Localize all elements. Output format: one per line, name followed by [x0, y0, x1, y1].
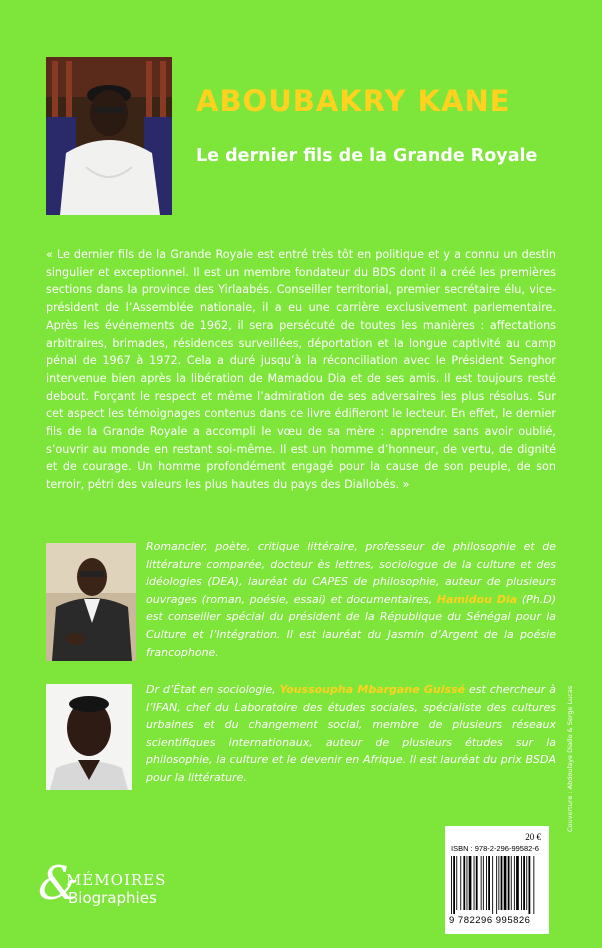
logo-line-memoires: MÉMOIRES [66, 871, 167, 889]
barcode-bar [481, 856, 482, 910]
book-subtitle: Le dernier fils de la Grande Royale [196, 146, 538, 166]
bio-text: Dr d’État en sociologie, [146, 683, 280, 696]
barcode-bar [529, 856, 531, 914]
barcode-bar [514, 856, 515, 910]
barcode-bar [456, 856, 457, 910]
cover-credit: Couverture : Abdoulaye Diallo & Serge Lucas [566, 685, 574, 832]
barcode-bar [523, 856, 525, 910]
hamidou-dia-bio [146, 538, 556, 661]
barcode-bar [474, 856, 475, 910]
logo-line-biographies: Biographies [68, 889, 157, 907]
barcode-bar [463, 856, 465, 910]
hamidou-dia-photo [46, 543, 136, 661]
barcode-bar [526, 856, 527, 910]
barcode-bar [467, 856, 468, 910]
author-name-youssoupha-guisse: Youssoupha Mbargane Guissé [279, 683, 466, 696]
barcode-bar [521, 856, 522, 910]
barcode-box [445, 826, 549, 934]
barcode-bar [476, 856, 478, 910]
barcode-bar [483, 856, 484, 910]
isbn: ISBN : 978-2-296-99582-6 [451, 844, 539, 853]
barcode-bar [498, 856, 499, 910]
bio-text: Romancier, poète, critique littéraire, professeur de philosophie et de littérature comparée, docteur ès lettres, sociologue de la culture et des idéologies (DEA), lauréat du CAPES de philosophie, auteur de plusieurs ouvrages (roman, poésie, essai) et documentaires, [146, 540, 556, 606]
ean-number: 9 782296 995826 [449, 915, 531, 926]
bio-text: (Ph.D) est conseiller spécial du président de la République du Sénégal pour la Culture et l’Intégration. Il est lauréat du Jasmin d’Argent de la poésie francophone. [146, 592, 556, 659]
author-photo [46, 57, 172, 215]
barcode-bar [501, 856, 503, 910]
barcode-bar [511, 856, 512, 910]
barcode-bar [504, 856, 507, 910]
price: 20 € [525, 832, 541, 842]
youssoupha-guisse-photo [46, 684, 132, 790]
book-title: ABOUBAKRY KANE [196, 84, 511, 118]
logo-ampersand: & [38, 856, 79, 910]
barcode-bar [533, 856, 534, 914]
barcode-bar [508, 856, 510, 910]
barcode-bar [451, 856, 452, 914]
barcode-bar [469, 856, 472, 910]
barcode-bar [492, 856, 493, 914]
barcode-bar [486, 856, 487, 910]
barcode-bar [496, 856, 497, 914]
author-name-hamidou-dia: Hamidou Dia [436, 592, 518, 606]
publisher-collection-logo [36, 856, 186, 916]
barcode-bar [460, 856, 461, 910]
barcode-bars [451, 856, 543, 914]
bio-text: est chercheur à l’IFAN, chef du Laboratoire des études sociales, spécialiste des cultures urbaines et du changement social, membre de plusieurs réseaux scientifiques internationaux, auteur de plusieurs études sur la philosophie, la culture et le devenir en Afrique. Il est lauréat du prix BSDA pour la littérature. [146, 683, 556, 784]
barcode-bar [516, 856, 519, 910]
youssoupha-guisse-bio [146, 681, 556, 787]
barcode-bar [488, 856, 490, 910]
back-cover-quote: « Le dernier fils de la Grande Royale est entré très tôt en politique et y a connu un destin singulier et exceptionnel. Il est un membre fondateur du BDS dont il a créé les premières sections dans la province des Yirlaabés. Conseiller territorial, premier secrétaire élu, vice-président de l’Assemblée nationale, il a eu une carrière exclusivement parlementaire. Après les événements de 1962, il sera persécuté de toutes les manières : affectations arbitraires, brimades, résidences surveillées, déportation et la longue captivité au camp pénal de 1967 à 1972. Cela a duré jusqu’à la réconciliation avec le Président Senghor intervenue bien après la libération de Mamadou Dia et de ses amis. Il est toujours resté debout. Forçant le respect et même l’admiration de ses adversaires les plus résolus. Sur cet aspect les témoignages contenus dans ce livre édifieront le lecteur. En effet, le dernier fils de la Grande Royale a accompli le vœu de sa mère : apprendre sans avoir oublié, s’ouvrir au monde en restant soi-même. Il est un homme d’honneur, de vertu, de dignité et de courage. Un homme profondément engagé pour la cause de son peuple, de son terroir, pétri des valeurs les plus hautes du pays des Diallobés. » [46, 248, 556, 492]
barcode-bar [453, 856, 455, 914]
